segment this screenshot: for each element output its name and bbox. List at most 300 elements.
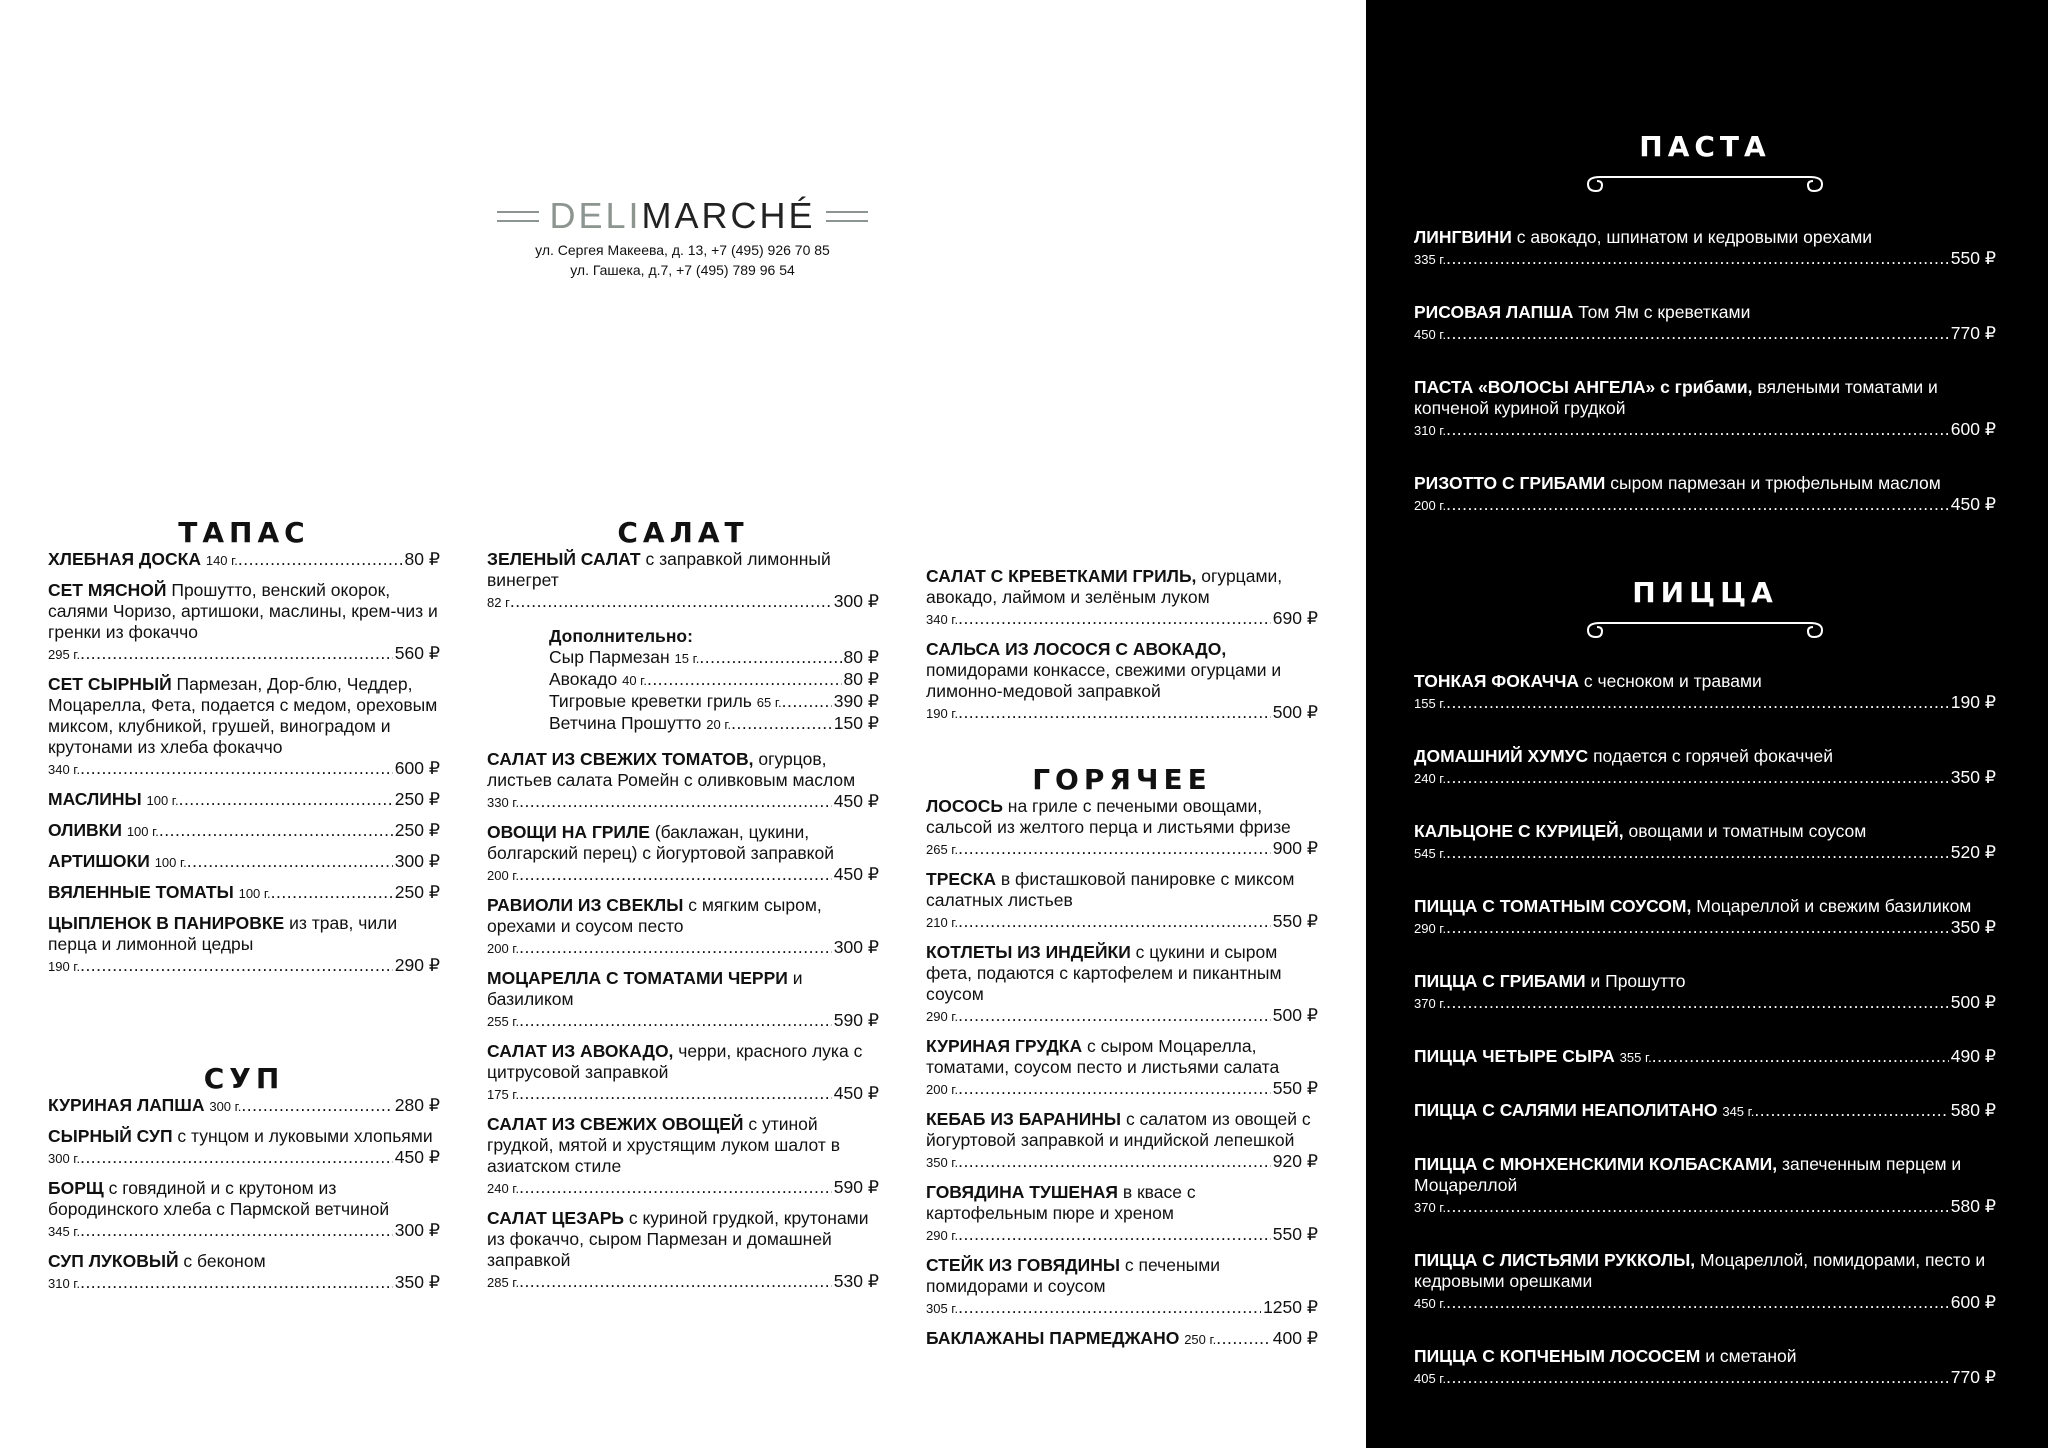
item-weight: 300 г. bbox=[209, 1099, 242, 1114]
section-title: ТАПАС bbox=[178, 516, 310, 549]
item-price: 250 ₽ bbox=[394, 820, 440, 840]
dot-leader bbox=[519, 1177, 832, 1198]
item-price: 400 ₽ bbox=[1272, 1328, 1318, 1348]
item-weight: 155 г. bbox=[1414, 696, 1447, 711]
item-price: 450 ₽ bbox=[833, 1083, 879, 1103]
menu-item bbox=[926, 1255, 1318, 1319]
item-weight: 200 г. bbox=[1414, 498, 1447, 513]
item-name: ТРЕСКА bbox=[926, 869, 996, 889]
item-weight: 82 г bbox=[487, 595, 510, 610]
item-weight: 545 г. bbox=[1414, 846, 1447, 861]
dot-leader bbox=[519, 791, 832, 812]
dot-leader bbox=[80, 1272, 393, 1293]
hot-section bbox=[926, 763, 1318, 1350]
item-description: с тунцом и луковыми хлопьями bbox=[177, 1126, 433, 1146]
item-description: с куриной грудкой, крутонами из фокаччо, сыром Пармезан и домашней заправкой bbox=[487, 1208, 869, 1270]
dot-leader bbox=[519, 864, 832, 885]
item-name: БАКЛАЖАНЫ ПАРМЕДЖАНО bbox=[926, 1328, 1180, 1348]
menu-item bbox=[487, 822, 879, 886]
item-name: КУРИНАЯ ЛАПША bbox=[48, 1095, 205, 1115]
item-name: ХЛЕБНАЯ ДОСКА bbox=[48, 549, 201, 569]
item-price: 290 ₽ bbox=[394, 955, 440, 975]
item-description: овощами и томатным соусом bbox=[1628, 821, 1867, 841]
dot-leader bbox=[510, 591, 832, 612]
item-price: 450 ₽ bbox=[833, 864, 879, 884]
logo-deli: DELI bbox=[549, 195, 642, 236]
item-description: и сметаной bbox=[1705, 1346, 1797, 1366]
ornament-divider-icon bbox=[1580, 169, 1830, 197]
item-weight: 200 г. bbox=[487, 941, 520, 956]
item-price: 390 ₽ bbox=[833, 691, 879, 711]
item-weight: 305 г. bbox=[926, 1301, 959, 1316]
item-name: ЗЕЛЕНЫЙ САЛАТ bbox=[487, 549, 641, 569]
menu-item bbox=[926, 1036, 1318, 1100]
pizza-section bbox=[1414, 576, 1996, 1389]
item-weight: 100 г. bbox=[146, 793, 179, 808]
item-description: с мягким сыром, орехами и соусом песто bbox=[487, 895, 822, 936]
item-name: ПИЦЦА ЧЕТЫРЕ СЫРА bbox=[1414, 1046, 1615, 1066]
item-weight: 175 г. bbox=[487, 1087, 520, 1102]
section-title: СУП bbox=[203, 1062, 285, 1095]
item-description: в квасе с картофельным пюре и хреном bbox=[926, 1182, 1196, 1223]
menu-item bbox=[1414, 971, 1996, 1014]
item-name: КУРИНАЯ ГРУДКА bbox=[926, 1036, 1083, 1056]
item-price: 300 ₽ bbox=[394, 1220, 440, 1240]
dot-leader bbox=[731, 713, 832, 734]
menu-item bbox=[48, 1126, 440, 1169]
menu-item bbox=[487, 1208, 879, 1293]
dot-leader bbox=[1446, 248, 1949, 269]
item-name: Авокадо bbox=[549, 669, 618, 689]
menu-item bbox=[926, 1182, 1318, 1246]
item-weight: 140 г. bbox=[205, 553, 238, 568]
item-name: ДОМАШНИЙ ХУМУС bbox=[1414, 746, 1589, 766]
item-name: БОРЩ bbox=[48, 1178, 104, 1198]
item-weight: 370 г. bbox=[1414, 1200, 1447, 1215]
item-price: 550 ₽ bbox=[1272, 1078, 1318, 1098]
item-price: 770 ₽ bbox=[1950, 1367, 1996, 1387]
menu-item bbox=[48, 1095, 440, 1117]
dot-leader bbox=[1754, 1100, 1948, 1121]
item-name: ОЛИВКИ bbox=[48, 820, 122, 840]
item-price: 80 ₽ bbox=[843, 669, 879, 689]
item-price: 150 ₽ bbox=[833, 713, 879, 733]
item-weight: 190 г. bbox=[926, 706, 959, 721]
item-name: САЛЬСА ИЗ ЛОСОСЯ С АВОКАДО, bbox=[926, 639, 1227, 659]
item-description: огурцов, листьев салата Ромейн с оливковым маслом bbox=[487, 749, 856, 790]
menu-item bbox=[487, 1041, 879, 1105]
item-price: 300 ₽ bbox=[833, 937, 879, 957]
dot-leader bbox=[519, 1010, 832, 1031]
item-weight: 255 г. bbox=[487, 1014, 520, 1029]
menu-item bbox=[1414, 1046, 1996, 1068]
menu-item bbox=[48, 851, 440, 873]
dot-leader bbox=[1446, 692, 1949, 713]
item-description: с утиной грудкой, мятой и хрустящим луком шалот в азиатском стиле bbox=[487, 1114, 841, 1176]
item-name: САЛАТ ЦЕЗАРЬ bbox=[487, 1208, 624, 1228]
item-description: Пармезан, Дор-блю, Чеддер, Моцарелла, Фета, подается с медом, ореховым миксом, клубникой, грушей, виноградом и крутонами из хлеба фокаччо bbox=[48, 674, 438, 757]
dot-leader bbox=[699, 647, 841, 668]
item-description: с салатом из овощей с йогуртовой заправкой и индийской лепешкой bbox=[926, 1109, 1311, 1150]
menu-item bbox=[1414, 1346, 1996, 1389]
dot-leader bbox=[1446, 1292, 1949, 1313]
item-description: помидорами конкассе, свежими огурцами и лимонно-медовой заправкой bbox=[926, 660, 1282, 701]
item-name: АРТИШОКИ bbox=[48, 851, 150, 871]
dot-leader bbox=[1446, 419, 1949, 440]
item-name: СЕТ СЫРНЫЙ bbox=[48, 674, 172, 694]
item-weight: 100 г. bbox=[154, 855, 187, 870]
item-weight: 210 г. bbox=[926, 915, 959, 930]
logo-marche: MARCHÉ bbox=[641, 195, 816, 236]
item-name: ПИЦЦА С МЮНХЕНСКИМИ КОЛБАСКАМИ, bbox=[1414, 1154, 1778, 1174]
item-price: 1250 ₽ bbox=[1263, 1297, 1318, 1317]
item-price: 600 ₽ bbox=[394, 758, 440, 778]
item-description: вялеными томатами и копченой куриной грудкой bbox=[1414, 377, 1938, 418]
item-name: Тигровые креветки гриль bbox=[549, 691, 752, 711]
item-description: и базиликом bbox=[487, 968, 803, 1009]
dot-leader bbox=[179, 789, 393, 810]
item-price: 490 ₽ bbox=[1950, 1046, 1996, 1066]
dot-leader bbox=[647, 669, 842, 690]
item-weight: 250 г. bbox=[1184, 1332, 1217, 1347]
dot-leader bbox=[80, 955, 393, 976]
item-weight: 310 г. bbox=[1414, 423, 1447, 438]
item-description: (баклажан, цукини, болгарский перец) с йогуртовой заправкой bbox=[487, 822, 835, 863]
section-title: ПАСТА bbox=[1639, 130, 1771, 163]
dot-leader bbox=[187, 851, 393, 872]
dot-leader bbox=[1652, 1046, 1949, 1067]
item-name: ПИЦЦА С ГРИБАМИ bbox=[1414, 971, 1586, 991]
item-weight: 340 г. bbox=[926, 612, 959, 627]
item-name: ЛИНГВИНИ bbox=[1414, 227, 1512, 247]
menu-item bbox=[926, 1109, 1318, 1173]
item-price: 920 ₽ bbox=[1272, 1151, 1318, 1171]
dot-leader bbox=[519, 1271, 832, 1292]
item-price: 300 ₽ bbox=[833, 591, 879, 611]
menu-item bbox=[1414, 746, 1996, 789]
item-weight: 100 г. bbox=[126, 824, 159, 839]
dot-leader bbox=[159, 820, 393, 841]
menu-item bbox=[487, 895, 879, 959]
item-price: 590 ₽ bbox=[833, 1010, 879, 1030]
item-weight: 450 г. bbox=[1414, 1296, 1447, 1311]
dot-leader bbox=[958, 838, 1271, 859]
item-name: ГОВЯДИНА ТУШЕНАЯ bbox=[926, 1182, 1118, 1202]
dot-leader bbox=[1446, 494, 1949, 515]
item-description: с печеными помидорами и соусом bbox=[926, 1255, 1221, 1296]
tapas-section bbox=[48, 516, 440, 977]
item-name: ПИЦЦА С КОПЧЕНЫМ ЛОСОСЕМ bbox=[1414, 1346, 1701, 1366]
dot-leader bbox=[1446, 1196, 1949, 1217]
menu-item bbox=[48, 549, 440, 571]
item-description: подается с горячей фокаччей bbox=[1593, 746, 1834, 766]
dot-leader bbox=[80, 643, 393, 664]
item-price: 550 ₽ bbox=[1272, 911, 1318, 931]
item-weight: 290 г. bbox=[1414, 921, 1447, 936]
item-description: с авокадо, шпинатом и кедровыми орехами bbox=[1516, 227, 1873, 247]
item-price: 450 ₽ bbox=[833, 791, 879, 811]
menu-item bbox=[48, 1178, 440, 1242]
item-price: 580 ₽ bbox=[1950, 1196, 1996, 1216]
address-2: ул. Гашека, д.7, +7 (495) 789 96 54 bbox=[570, 262, 795, 278]
salad-section bbox=[487, 516, 879, 1293]
item-price: 600 ₽ bbox=[1950, 419, 1996, 439]
item-price: 450 ₽ bbox=[394, 1147, 440, 1167]
item-price: 350 ₽ bbox=[1950, 917, 1996, 937]
item-name: СЫРНЫЙ СУП bbox=[48, 1126, 173, 1146]
item-weight: 290 г. bbox=[926, 1009, 959, 1024]
dot-leader bbox=[1446, 917, 1949, 938]
item-weight: 200 г. bbox=[926, 1082, 959, 1097]
item-description: Моцареллой и свежим базиликом bbox=[1696, 896, 1972, 916]
item-price: 530 ₽ bbox=[833, 1271, 879, 1291]
dot-leader bbox=[1446, 1367, 1949, 1388]
item-weight: 190 г. bbox=[48, 959, 81, 974]
item-weight: 405 г. bbox=[1414, 1371, 1447, 1386]
soup-section bbox=[48, 1062, 440, 1294]
pasta-section bbox=[1414, 130, 1996, 516]
item-price: 500 ₽ bbox=[1950, 992, 1996, 1012]
item-weight: 350 г. bbox=[926, 1155, 959, 1170]
item-price: 450 ₽ bbox=[1950, 494, 1996, 514]
item-description: с заправкой лимонный винегрет bbox=[487, 549, 831, 590]
item-price: 690 ₽ bbox=[1272, 608, 1318, 628]
dot-leader bbox=[958, 911, 1271, 932]
menu-item bbox=[48, 789, 440, 811]
item-description: с чесноком и травами bbox=[1583, 671, 1762, 691]
item-name: РАВИОЛИ ИЗ СВЕКЛЫ bbox=[487, 895, 684, 915]
item-price: 500 ₽ bbox=[1272, 1005, 1318, 1025]
dot-leader bbox=[271, 882, 393, 903]
logo-rule-right bbox=[826, 211, 868, 222]
item-price: 560 ₽ bbox=[394, 643, 440, 663]
item-weight: 285 г. bbox=[487, 1275, 520, 1290]
item-weight: 20 г. bbox=[706, 717, 732, 732]
menu-item bbox=[487, 1114, 879, 1199]
item-name: КАЛЬЦОНЕ С КУРИЦЕЙ, bbox=[1414, 821, 1624, 841]
menu-item bbox=[48, 820, 440, 842]
item-name: ТОНКАЯ ФОКАЧЧА bbox=[1414, 671, 1580, 691]
item-name: ОВОЩИ НА ГРИЛЕ bbox=[487, 822, 650, 842]
menu-item bbox=[487, 968, 879, 1032]
item-price: 520 ₽ bbox=[1950, 842, 1996, 862]
item-price: 250 ₽ bbox=[394, 789, 440, 809]
item-name: СЕТ МЯСНОЙ bbox=[48, 580, 167, 600]
item-name: КЕБАБ ИЗ БАРАНИНЫ bbox=[926, 1109, 1122, 1129]
item-description: с говядиной и с крутоном из бородинского хлеба с Пармской ветчиной bbox=[48, 1178, 390, 1219]
dot-leader bbox=[1446, 767, 1949, 788]
extra-item bbox=[549, 713, 879, 735]
item-description: на гриле с печеными овощами, сальсой из желтого перца и листьями фризе bbox=[926, 796, 1291, 837]
item-weight: 450 г. bbox=[1414, 327, 1447, 342]
dot-leader bbox=[80, 1147, 393, 1168]
item-weight: 265 г. bbox=[926, 842, 959, 857]
item-name: ПАСТА «ВОЛОСЫ АНГЕЛА» с грибами, bbox=[1414, 377, 1753, 397]
menu-item bbox=[926, 566, 1318, 630]
dot-leader bbox=[1216, 1328, 1271, 1349]
menu-item bbox=[1414, 1100, 1996, 1122]
brand-header bbox=[485, 195, 880, 280]
menu-item bbox=[926, 796, 1318, 860]
item-name: ЛОСОСЬ bbox=[926, 796, 1003, 816]
dot-leader bbox=[958, 1224, 1271, 1245]
extra-item bbox=[549, 647, 879, 669]
item-price: 590 ₽ bbox=[833, 1177, 879, 1197]
ornament-divider-icon bbox=[1580, 615, 1830, 643]
item-description: с сыром Моцарелла, томатами, соусом песто и листьями салата bbox=[926, 1036, 1280, 1077]
menu-item bbox=[926, 869, 1318, 933]
extra-item bbox=[549, 691, 879, 713]
menu-item bbox=[48, 580, 440, 665]
dot-leader bbox=[238, 549, 403, 570]
dot-leader bbox=[958, 1297, 1261, 1318]
logo-rule-left bbox=[497, 211, 539, 222]
item-description: Том Ям с креветками bbox=[1578, 302, 1751, 322]
item-price: 300 ₽ bbox=[394, 851, 440, 871]
section-title: ГОРЯЧЕЕ bbox=[1032, 763, 1212, 796]
item-price: 500 ₽ bbox=[1272, 702, 1318, 722]
address-1: ул. Сергея Макеева, д. 13, +7 (495) 926 70 85 bbox=[535, 242, 830, 258]
item-name: СУП ЛУКОВЫЙ bbox=[48, 1251, 179, 1271]
item-name: САЛАТ ИЗ СВЕЖИХ ТОМАТОВ, bbox=[487, 749, 754, 769]
item-weight: 240 г. bbox=[487, 1181, 520, 1196]
menu-item bbox=[926, 1328, 1318, 1350]
item-description: с цукини и сыром фета, подаются с картофелем и пикантным соусом bbox=[926, 942, 1282, 1004]
menu-item bbox=[48, 882, 440, 904]
item-weight: 340 г. bbox=[48, 762, 81, 777]
dot-leader bbox=[80, 1220, 393, 1241]
menu-item bbox=[926, 639, 1318, 724]
dot-leader bbox=[1446, 992, 1949, 1013]
item-name: ПИЦЦА С ЛИСТЬЯМИ РУККОЛЫ, bbox=[1414, 1250, 1696, 1270]
item-price: 770 ₽ bbox=[1950, 323, 1996, 343]
item-description: и Прошутто bbox=[1590, 971, 1686, 991]
item-price: 600 ₽ bbox=[1950, 1292, 1996, 1312]
item-weight: 345 г. bbox=[48, 1224, 81, 1239]
item-weight: 100 г. bbox=[238, 886, 271, 901]
menu-item bbox=[487, 549, 879, 613]
item-description: запеченным перцем и Моцареллой bbox=[1414, 1154, 1962, 1195]
dot-leader bbox=[519, 1083, 832, 1104]
item-price: 250 ₽ bbox=[394, 882, 440, 902]
item-description: из трав, чили перца и лимонной цедры bbox=[48, 913, 398, 954]
item-weight: 290 г. bbox=[926, 1228, 959, 1243]
item-name: РИЗОТТО С ГРИБАМИ bbox=[1414, 473, 1606, 493]
section-title: САЛАТ bbox=[617, 516, 749, 549]
logo bbox=[485, 195, 880, 236]
dot-leader bbox=[241, 1095, 392, 1116]
menu-item bbox=[1414, 671, 1996, 714]
menu-item bbox=[48, 674, 440, 780]
item-weight: 40 г. bbox=[622, 673, 647, 688]
dot-leader bbox=[958, 702, 1271, 723]
item-description: Моцареллой, помидорами, песто и кедровыми орешками bbox=[1414, 1250, 1986, 1291]
item-weight: 330 г. bbox=[487, 795, 520, 810]
dot-leader bbox=[958, 1151, 1271, 1172]
item-description: сыром пармезан и трюфельным маслом bbox=[1610, 473, 1941, 493]
item-name: МОЦАРЕЛЛА С ТОМАТАМИ ЧЕРРИ bbox=[487, 968, 788, 988]
item-name: МАСЛИНЫ bbox=[48, 789, 142, 809]
extras-title: Дополнительно: bbox=[549, 626, 693, 646]
item-weight: 370 г. bbox=[1414, 996, 1447, 1011]
item-weight: 295 г. bbox=[48, 647, 81, 662]
section-title: ПИЦЦА bbox=[1632, 576, 1778, 609]
menu-item bbox=[1414, 227, 1996, 270]
item-name: САЛАТ С КРЕВЕТКАМИ ГРИЛЬ, bbox=[926, 566, 1197, 586]
item-weight: 200 г. bbox=[487, 868, 520, 883]
item-name: КОТЛЕТЫ ИЗ ИНДЕЙКИ bbox=[926, 942, 1131, 962]
dot-leader bbox=[958, 608, 1271, 629]
item-weight: 335 г. bbox=[1414, 252, 1447, 267]
item-weight: 240 г. bbox=[1414, 771, 1447, 786]
dot-leader bbox=[958, 1078, 1271, 1099]
item-price: 80 ₽ bbox=[843, 647, 879, 667]
dot-leader bbox=[782, 691, 832, 712]
dot-leader bbox=[1446, 323, 1949, 344]
dot-leader bbox=[519, 937, 832, 958]
item-weight: 310 г. bbox=[48, 1276, 81, 1291]
item-name: Ветчина Прошутто bbox=[549, 713, 702, 733]
item-name: Сыр Пармезан bbox=[549, 647, 670, 667]
item-name: ПИЦЦА С ТОМАТНЫМ СОУСОМ, bbox=[1414, 896, 1692, 916]
menu-item bbox=[48, 1251, 440, 1294]
menu-item bbox=[1414, 1250, 1996, 1314]
salad-continued-section bbox=[926, 566, 1318, 724]
item-description: черри, красного лука с цитрусовой заправкой bbox=[487, 1041, 863, 1082]
dot-leader bbox=[958, 1005, 1271, 1026]
item-price: 580 ₽ bbox=[1950, 1100, 1996, 1120]
item-weight: 15 г. bbox=[674, 651, 700, 666]
menu-item bbox=[1414, 1154, 1996, 1218]
dot-leader bbox=[80, 758, 393, 779]
item-price: 350 ₽ bbox=[394, 1272, 440, 1292]
menu-item bbox=[1414, 896, 1996, 939]
item-weight: 300 г. bbox=[48, 1151, 81, 1166]
dot-leader bbox=[1446, 842, 1949, 863]
item-description: Прошутто, венский окорок, салями Чоризо, артишоки, маслины, крем-чиз и гренки из фокаччо bbox=[48, 580, 438, 642]
menu-item bbox=[48, 913, 440, 977]
item-weight: 355 г. bbox=[1619, 1050, 1652, 1065]
item-name: РИСОВАЯ ЛАПША bbox=[1414, 302, 1574, 322]
item-price: 190 ₽ bbox=[1950, 692, 1996, 712]
item-description: огурцами, авокадо, лаймом и зелёным луком bbox=[926, 566, 1283, 607]
item-description: в фисташковой панировке с миксом салатных листьев bbox=[926, 869, 1295, 910]
item-price: 80 ₽ bbox=[404, 549, 440, 569]
item-name: ВЯЛЕННЫЕ ТОМАТЫ bbox=[48, 882, 234, 902]
item-weight: 345 г. bbox=[1722, 1104, 1755, 1119]
menu-item bbox=[926, 942, 1318, 1027]
item-name: САЛАТ ИЗ СВЕЖИХ ОВОЩЕЙ bbox=[487, 1114, 744, 1134]
extra-item bbox=[549, 669, 879, 691]
item-name: САЛАТ ИЗ АВОКАДО, bbox=[487, 1041, 674, 1061]
item-description: с беконом bbox=[183, 1251, 266, 1271]
menu-item bbox=[1414, 473, 1996, 516]
menu-item bbox=[1414, 821, 1996, 864]
item-price: 550 ₽ bbox=[1272, 1224, 1318, 1244]
item-weight: 65 г. bbox=[756, 695, 782, 710]
item-price: 350 ₽ bbox=[1950, 767, 1996, 787]
extras-block bbox=[487, 626, 879, 735]
item-name: ЦЫПЛЕНОК В ПАНИРОВКЕ bbox=[48, 913, 285, 933]
menu-item bbox=[487, 749, 879, 813]
menu-item bbox=[1414, 302, 1996, 345]
item-price: 550 ₽ bbox=[1950, 248, 1996, 268]
item-price: 280 ₽ bbox=[394, 1095, 440, 1115]
item-name: СТЕЙК ИЗ ГОВЯДИНЫ bbox=[926, 1255, 1120, 1275]
item-price: 900 ₽ bbox=[1272, 838, 1318, 858]
item-name: ПИЦЦА С САЛЯМИ НЕАПОЛИТАНО bbox=[1414, 1100, 1718, 1120]
menu-item bbox=[1414, 377, 1996, 441]
